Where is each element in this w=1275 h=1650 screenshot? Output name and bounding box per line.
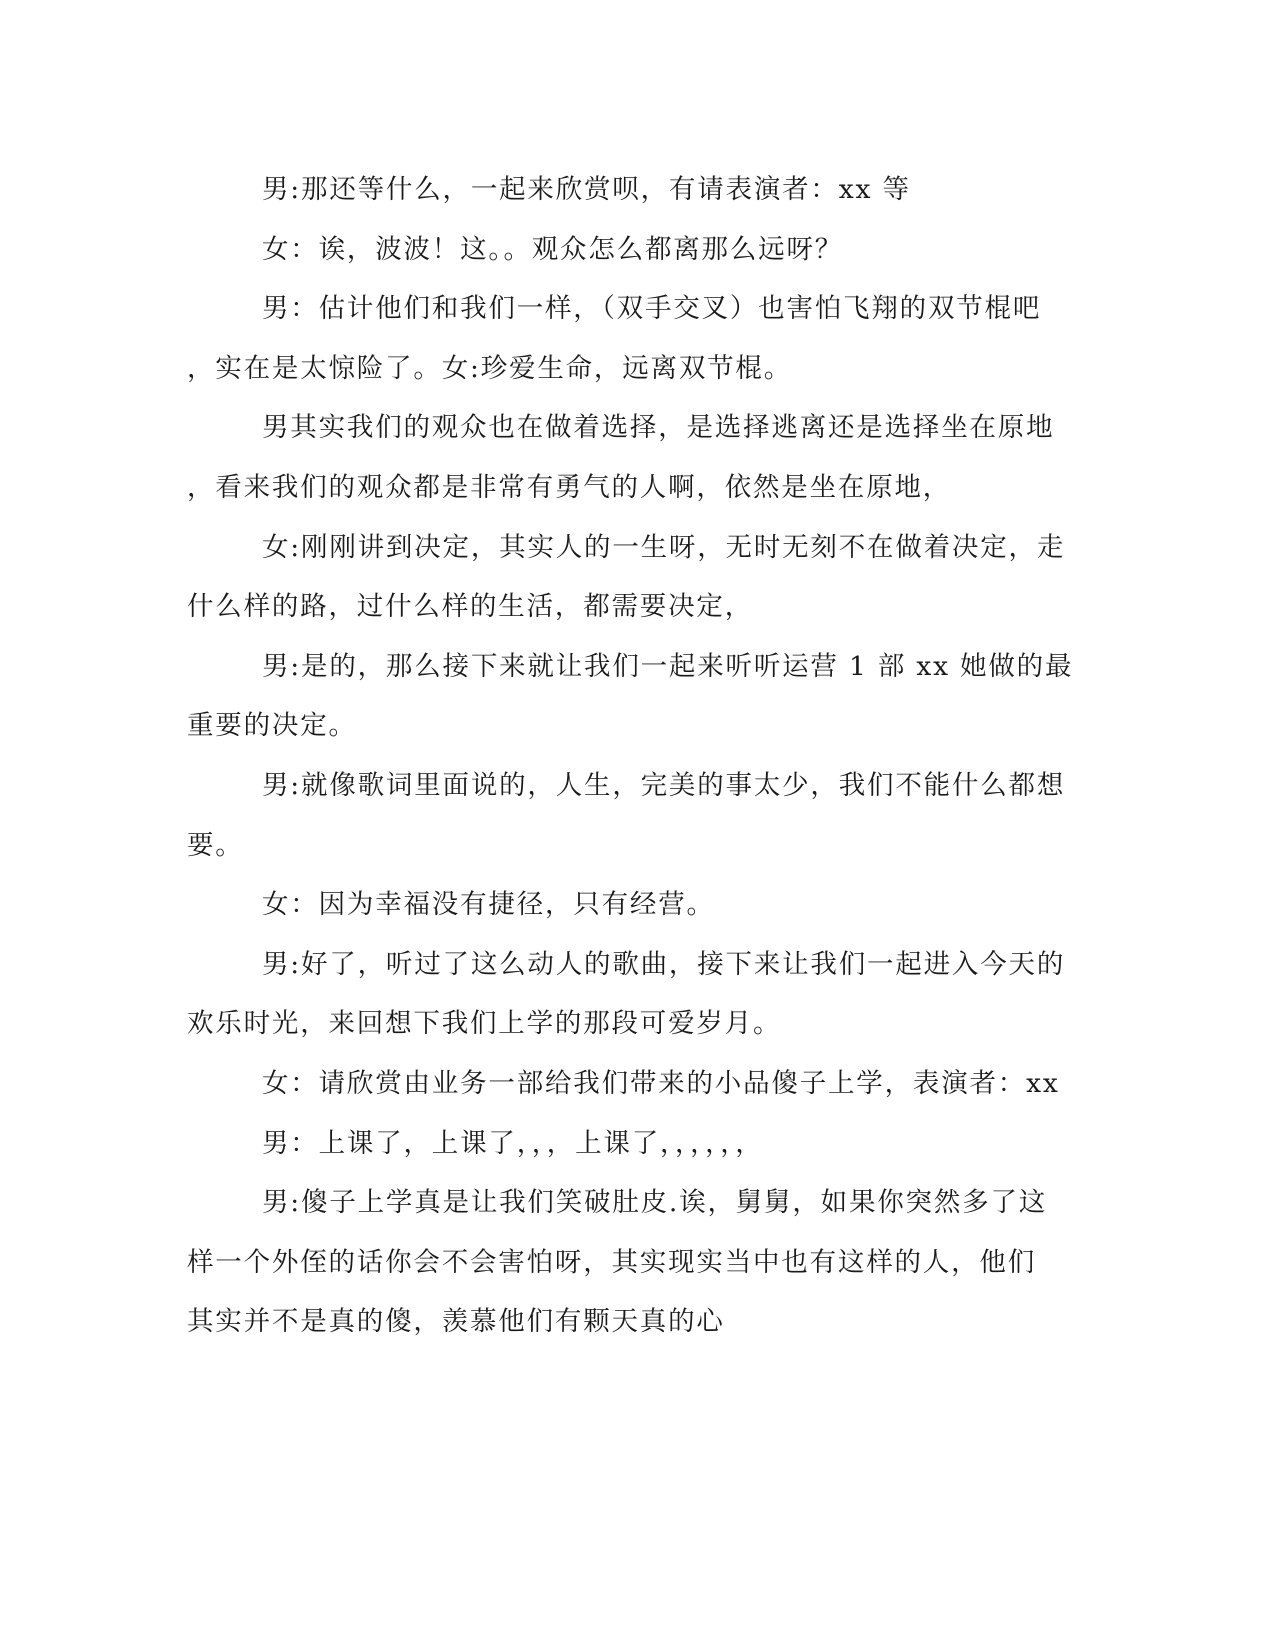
paragraph-line: 女:刚刚讲到决定，其实人的一生呀，无时无刻不在做着决定，走: [262, 531, 1066, 563]
paragraph-line: 女：诶，波波！这。。观众怎么都离那么远呀？: [262, 233, 844, 265]
paragraph-line: 男:好了，听过了这么动人的歌曲，接下来让我们一起进入今天的: [262, 948, 1066, 980]
paragraph-line: 其实并不是真的傻，羡慕他们有颗天真的心: [187, 1306, 725, 1338]
paragraph: [187, 1054, 1087, 1114]
paragraph: [187, 398, 1087, 517]
paragraph: [187, 1114, 1087, 1174]
paragraph-line: 要。: [187, 829, 244, 861]
paragraph: [187, 220, 1087, 280]
paragraph-line: ，实在是太惊险了。女:珍爱生命，远离双节棍。: [187, 352, 793, 384]
paragraph: [187, 518, 1087, 637]
paragraph-line: 男:是的，那么接下来就让我们一起来听听运营 1 部 xx 她做的最: [262, 650, 1074, 682]
paragraph-line: 欢乐时光，来回想下我们上学的那段可爱岁月。: [187, 1008, 782, 1040]
paragraph: [187, 875, 1087, 935]
paragraph-line: ，看来我们的观众都是非常有勇气的人啊，依然是坐在原地，: [187, 471, 952, 503]
paragraph-line: 男:傻子上学真是让我们笑破肚皮.诶，舅舅，如果你突然多了这: [262, 1187, 1048, 1219]
paragraph: [187, 637, 1087, 756]
paragraph-line: 男：估计他们和我们一样，（双手交叉）也害怕飞翔的双节棍吧: [262, 293, 1042, 325]
paragraph: [187, 160, 1087, 220]
paragraph-line: 男:就像歌词里面说的，人生，完美的事太少，我们不能什么都想: [262, 769, 1066, 801]
paragraph: [187, 279, 1087, 398]
paragraph-line: 女：因为幸福没有捷径，只有经营。: [262, 889, 715, 921]
paragraph-line: 男：上课了，上课了，，，上课了，，，，，，: [262, 1127, 764, 1159]
paragraph-line: 男其实我们的观众也在做着选择，是选择逃离还是选择坐在原地: [262, 412, 1055, 444]
document-body: [187, 160, 1087, 1352]
paragraph-line: 样一个外侄的话你会不会害怕呀，其实现实当中也有这样的人，他们: [187, 1246, 1036, 1278]
paragraph-line: 男:那还等什么，一起来欣赏呗，有请表演者：xx 等: [262, 174, 911, 205]
paragraph: [187, 756, 1087, 875]
paragraph-line: 什么样的路，过什么样的生活，都需要决定，: [187, 591, 753, 623]
paragraph: [187, 1173, 1087, 1352]
paragraph-line: 女：请欣赏由业务一部给我们带来的小品傻子上学，表演者：xx: [262, 1067, 1060, 1099]
paragraph: [187, 935, 1087, 1054]
paragraph-line: 重要的决定。: [187, 710, 357, 742]
